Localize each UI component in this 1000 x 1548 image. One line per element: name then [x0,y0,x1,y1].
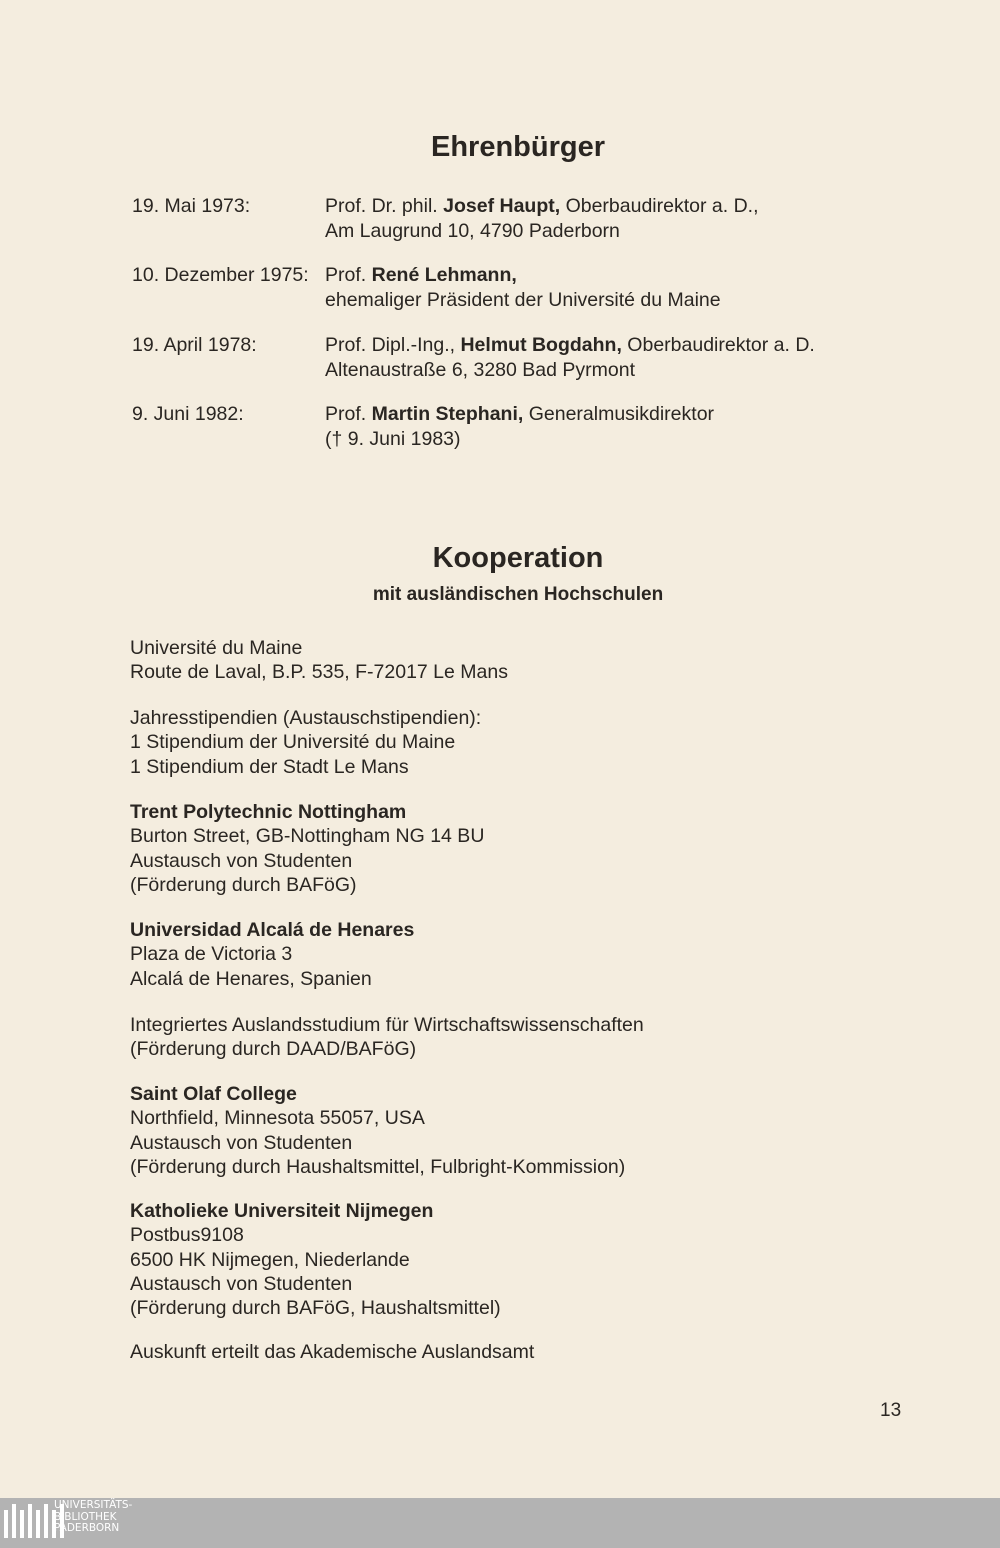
block-line: Plaza de Victoria 3 [130,943,293,966]
entry-date: 10. Dezember 1975: [132,264,309,286]
block-line: Postbus9108 [130,1224,244,1247]
partner-block [130,1082,625,1179]
block-line: 1 Stipendium der Université du Maine [130,731,456,754]
entry-name: Josef Haupt, [443,195,561,217]
entry-date: 9. Juni 1982: [132,403,244,425]
entry-suffix: Oberbaudirektor a. D., [560,195,759,217]
block-line: Northfield, Minnesota 55057, USA [130,1107,425,1130]
entry-name: Martin Stephani, [371,403,524,425]
entry-name: Helmut Bogdahn, [460,334,622,356]
scholarship-block [130,706,481,779]
block-line: Austausch von Studenten [130,849,353,872]
block-line: Alcalá de Henares, Spanien [130,967,372,990]
block-line: (Förderung durch BAFöG, Haushaltsmittel) [130,1297,501,1320]
library-footer [0,1498,1000,1548]
block-line: (Förderung durch DAAD/BAFöG) [130,1038,417,1061]
program-block [130,1013,644,1062]
partner-block [130,636,508,685]
entry-name: René Lehmann, [371,264,517,286]
entry-detail: Altenaustraße 6, 3280 Bad Pyrmont [325,358,636,381]
partner-name: Universidad Alcalá de Henares [130,919,415,941]
entry-detail: († 9. Juni 1983) [325,427,461,450]
block-line: (Förderung durch BAFöG) [130,873,357,896]
block-line: 6500 HK Nijmegen, Niederlande [130,1248,410,1271]
honorary-entry [325,402,714,451]
logo-line: PADERBORN [54,1522,120,1534]
section-title-ehrenbuerger: Ehrenbürger [430,131,606,163]
block-line: Jahresstipendien (Austauschstipendien): [130,707,482,729]
honorary-entry [325,263,721,312]
block-line: Université du Maine [130,637,303,659]
entry-suffix: Generalmusikdirektor [523,403,715,425]
entry-suffix: Oberbaudirektor a. D. [621,334,815,356]
partner-block [130,800,484,897]
section-subtitle: mit ausländischen Hochschulen [372,584,664,605]
library-logo-text [54,1500,132,1535]
block-line: Austausch von Studenten [130,1272,353,1295]
partner-name: Katholieke Universiteit Nijmegen [130,1200,434,1222]
block-line: Austausch von Studenten [130,1131,353,1154]
block-line: Route de Laval, B.P. 535, F-72017 Le Mans [130,661,508,684]
partner-name: Trent Polytechnic Nottingham [130,801,407,823]
partner-block [130,918,414,991]
block-line: (Förderung durch Haushaltsmittel, Fulbright-Kommission) [130,1155,626,1178]
block-line: Burton Street, GB-Nottingham NG 14 BU [130,825,485,848]
entry-date: 19. April 1978: [132,334,257,356]
closing-note: Auskunft erteilt das Akademische Auslandsamt [130,1341,535,1363]
partner-block [130,1199,501,1320]
entry-date: 19. Mai 1973: [132,195,251,217]
entry-detail: ehemaliger Präsident der Université du Maine [325,288,721,311]
partner-name: Saint Olaf College [130,1083,297,1105]
entry-prefix: Prof. [325,403,372,425]
block-line: Integriertes Auslandsstudium für Wirtschaftswissenschaften [130,1014,644,1036]
entry-prefix: Prof. Dr. phil. [325,195,444,217]
section-title-kooperation: Kooperation [432,542,604,574]
entry-prefix: Prof. [325,264,372,286]
entry-prefix: Prof. Dipl.-Ing., [325,334,461,356]
block-line: 1 Stipendium der Stadt Le Mans [130,755,409,778]
logo-line: UNIVERSITÄTS- [54,1499,133,1511]
honorary-entry [325,333,815,382]
page-number: 13 [880,1400,902,1421]
entry-detail: Am Laugrund 10, 4790 Paderborn [325,219,620,242]
honorary-entry [325,194,759,243]
logo-line: BIBLIOTHEK [54,1510,117,1523]
